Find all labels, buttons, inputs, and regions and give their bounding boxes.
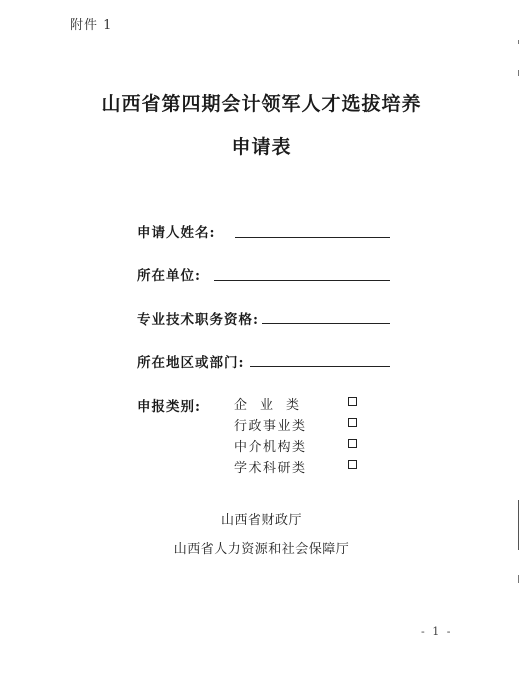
checkbox-icon[interactable] — [348, 460, 357, 469]
category-option-administrative — [234, 415, 364, 436]
category-option-label: 行政事业类 — [234, 419, 307, 434]
scan-edge-mark — [518, 40, 519, 44]
category-option-enterprise — [234, 394, 364, 415]
issuer-finance-department: 山西省财政厅 — [220, 513, 302, 528]
work-unit-line[interactable] — [214, 280, 390, 281]
professional-title-line[interactable] — [262, 323, 390, 324]
scan-edge-mark — [518, 70, 519, 76]
document-title: 山西省第四期会计领军人才选拔培养 — [101, 93, 422, 115]
scan-edge-mark — [518, 500, 519, 550]
work-unit-label: 所在单位: — [137, 268, 201, 284]
checkbox-icon[interactable] — [348, 418, 357, 427]
checkbox-icon[interactable] — [348, 439, 357, 448]
category-option-intermediary — [234, 436, 364, 457]
category-options — [234, 394, 364, 478]
applicant-name-line[interactable] — [235, 237, 390, 238]
region-department-line[interactable] — [250, 366, 390, 367]
document-subtitle: 申请表 — [231, 136, 292, 158]
category-option-label: 企业类 — [234, 398, 313, 413]
scan-edge-mark — [518, 575, 519, 583]
category-option-academic — [234, 457, 364, 478]
issuer-hr-department: 山西省人力资源和社会保障厅 — [173, 542, 350, 557]
category-option-label: 中介机构类 — [234, 440, 307, 455]
category-option-label: 学术科研类 — [234, 461, 307, 476]
page-number: - 1 - — [421, 625, 453, 638]
professional-title-label: 专业技术职务资格: — [137, 312, 259, 328]
applicant-name-label: 申请人姓名: — [137, 225, 216, 241]
attachment-label: 附件 1 — [70, 18, 113, 33]
region-department-label: 所在地区或部门: — [137, 355, 245, 371]
category-label: 申报类别: — [137, 399, 201, 415]
checkbox-icon[interactable] — [348, 397, 357, 406]
